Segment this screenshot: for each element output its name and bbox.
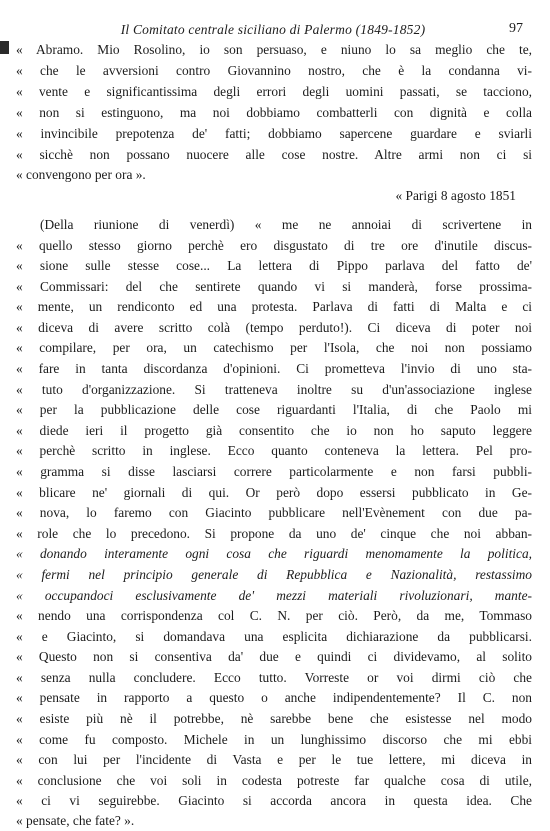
text-line: « conclusione che voi soli in codesta potreste far qualche cosa di utile,: [16, 773, 532, 788]
text-line: « fermi nel principio generale di Repubblica e Nazionalità, restassimo: [16, 567, 532, 582]
text-line: (Della riunione di venerdì) « me ne annoiai di scrivertene in: [40, 217, 532, 232]
text-line: « e Giacinto, si domandava una esplicita dichiarazione da pubblicarsi.: [16, 629, 532, 644]
text-line: « nova, lo faremo con Giacinto pubblicare nell'Evènement con due pa-: [16, 505, 532, 520]
text-line: « convengono per ora ».: [16, 167, 146, 182]
text-line: « esiste più nè il potrebbe, nè sarebbe bene che esistesse nel modo: [16, 711, 532, 726]
text-line: « vente e significantissima degli errori degli uomini passati, se tacciono,: [16, 84, 532, 99]
text-line: « perchè scritto in inglese. Ecco quanto conteneva la lettera. Pel pro-: [16, 443, 532, 458]
text-line: « senza nulla concludere. Ecco tutto. Vorreste or voi dirmi ciò che: [16, 670, 532, 685]
text-line: « nendo una corrispondenza col C. N. per ciò. Però, da me, Tommaso: [16, 608, 532, 623]
text-line: « come fu composto. Michele in un lunghissimo discorso che mi ebbi: [16, 732, 532, 747]
text-line: « occupandoci esclusivamente de' mezzi materiali rivoluzionari, mante-: [16, 588, 532, 603]
text-line: « non si estinguono, ma noi dobbiamo combatterli con dignità e colla: [16, 105, 532, 120]
text-line: « Commissari: del che sentirete quando vi si manderà, forse prossima-: [16, 279, 532, 294]
text-line: « ci vi seguirebbe. Giacinto si accorda ancora in questa idea. Che: [16, 793, 532, 808]
text-line: « sicchè non possano nuocere alle cose nostre. Altre armi non ci si: [16, 147, 532, 162]
text-line: « donando interamente ogni cosa che riguardi menomamente la politica,: [16, 546, 532, 561]
text-line: « sione sulle stesse cose... La lettera di Pippo parlava del fatto de': [16, 258, 532, 273]
corner-mark: [0, 41, 9, 54]
text-line: « pensate, che fate? ».: [16, 813, 135, 828]
date-line: « Parigi 8 agosto 1851: [395, 188, 516, 203]
text-line: « gramma si disse lasciarsi correre particolarmente e non farsi pubbli-: [16, 464, 532, 479]
text-line: « per la pubblicazione delle cose riguardanti l'Italia, di che Paolo mi: [16, 402, 532, 417]
text-line: « invincibile prepotenza de' fatti; dobbiamo sapercene guardare e sviarli: [16, 126, 532, 141]
text-line: « compilare, per ora, un catechismo per l'Isola, che noi non possiamo: [16, 340, 532, 355]
text-line: « fare in tanta discordanza d'opinioni. Ci prometteva l'invio di uno sta-: [16, 361, 532, 376]
text-line: « diede ieri il progetto già consentito che io non ho saputo leggere: [16, 423, 532, 438]
text-line: « Questo non si consentiva da' due e quindi ci dividevamo, al solito: [16, 649, 532, 664]
page-number: 97: [509, 21, 523, 36]
text-line: « che le avversioni contro Giovannino nostro, che è la condanna vi-: [16, 63, 532, 78]
running-title: Il Comitato centrale siciliano di Palermo (1849-1852): [120, 22, 426, 37]
text-line: « blicare ne' giornali di qui. Or però dopo essersi pubblicato in Ge-: [16, 485, 532, 500]
text-line: « con lui per l'incidente di Vasta e per le tue lettere, mi diceva in: [16, 752, 532, 767]
text-line: « mente, un rendiconto ed una protesta. Parlava di fatti di Malta e ci: [16, 299, 532, 314]
text-line: « diceva di avere scritto colà (tempo perduto!). Ci diceva di poter noi: [16, 320, 532, 335]
text-line: « role che lo precedono. Si propone da uno de' cinque che noi abban-: [16, 526, 532, 541]
text-line: « Abramo. Mio Rosolino, io son persuaso, e niuno lo sa meglio che te,: [16, 42, 532, 57]
text-line: « tuto d'organizzazione. Si tratteneva inoltre su d'un'associazione inglese: [16, 382, 532, 397]
text-line: « pensate in rapporto a questo o anche indipendentemente? Il C. non: [16, 690, 532, 705]
text-line: « quello stesso giorno perchè ero disgustato di tre ore d'inutile discus-: [16, 238, 532, 253]
